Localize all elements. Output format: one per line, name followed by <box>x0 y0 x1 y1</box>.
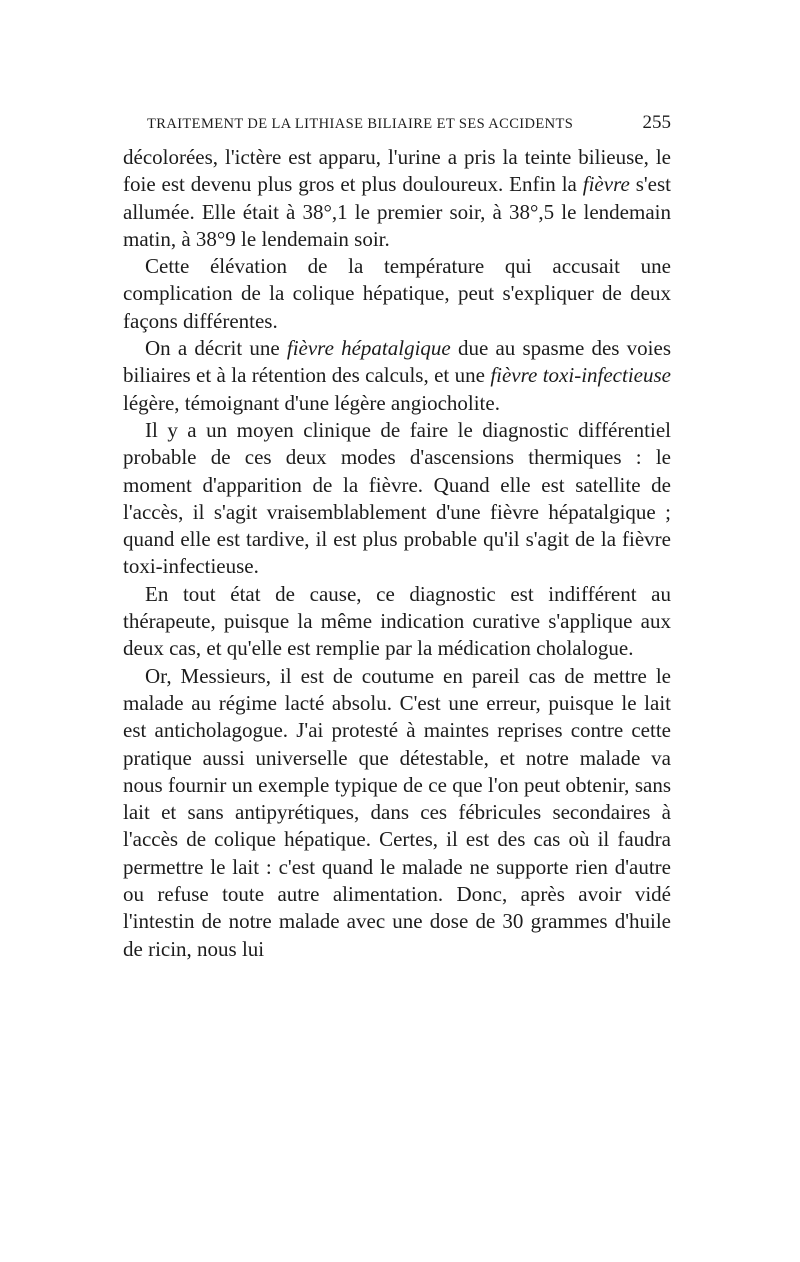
italic-term: fièvre hépatalgique <box>286 336 451 361</box>
paragraph-5: En tout état de cause, ce diagnostic est indifférent au thérapeute, puisque la même indication curative s'applique aux deux cas, et qu'elle est remplie par la médication cholalogue. <box>123 581 671 661</box>
italic-term: fièvre toxi-infectieuse <box>490 363 671 388</box>
book-page <box>123 112 671 963</box>
running-title: TRAITEMENT DE LA LITHIASE BILIAIRE ET SES ACCIDENTS <box>147 116 574 132</box>
page-number: 255 <box>642 112 671 133</box>
paragraph-6: Or, Messieurs, il est de coutume en pareil cas de mettre le malade au régime lacté absolu. C'est une erreur, puisque le lait est anticholagogue. J'ai protesté à maintes reprises contre cette pratique aussi universelle que détestable, et notre malade va nous fournir un exemple typique de ce que l'on peut obtenir, sans lait et sans antipyrétiques, dans ces fébricules secondaires à l'accès de colique hépatique. Certes, il est des cas où il faudra permettre le lait : c'est quand le malade ne supporte rien d'autre ou refuse toute autre alimentation. Donc, après avoir vidé l'intestin de notre malade avec une dose de 30 grammes d'huile de ricin, nous lui <box>123 663 671 961</box>
paragraph-4: Il y a un moyen clinique de faire le diagnostic différentiel probable de ces deux modes d'ascensions thermiques : le moment d'apparition de la fièvre. Quand elle est satellite de l'accès, il s'agit vraisemblablement d'une fièvre hépatalgique ; quand elle est tardive, il est plus probable qu'il s'agit de la fièvre toxi-infectieuse. <box>123 417 671 579</box>
italic-term: fièvre <box>582 172 630 197</box>
running-header <box>147 112 671 136</box>
paragraph-2: Cette élévation de la température qui accusait une complication de la colique hépatique, peut s'expliquer de deux façons différentes. <box>123 254 671 333</box>
paragraph-1: décolorées, l'ictère est apparu, l'urine a pris la teinte bilieuse, le foie est devenu plus gros et plus douloureux. Enfin la fièvre s'est allumée. Elle était à 38°,1 le premier soir, à 38°,5 le lendemain matin, à 38°9 le lendemain soir. <box>123 145 671 251</box>
paragraph-3: On a décrit une fièvre hépatalgique due au spasme des voies biliaires et à la rétention des calculs, et une fièvre toxi-infectieuse légère, témoignant d'une légère angiocholite. <box>123 336 671 415</box>
